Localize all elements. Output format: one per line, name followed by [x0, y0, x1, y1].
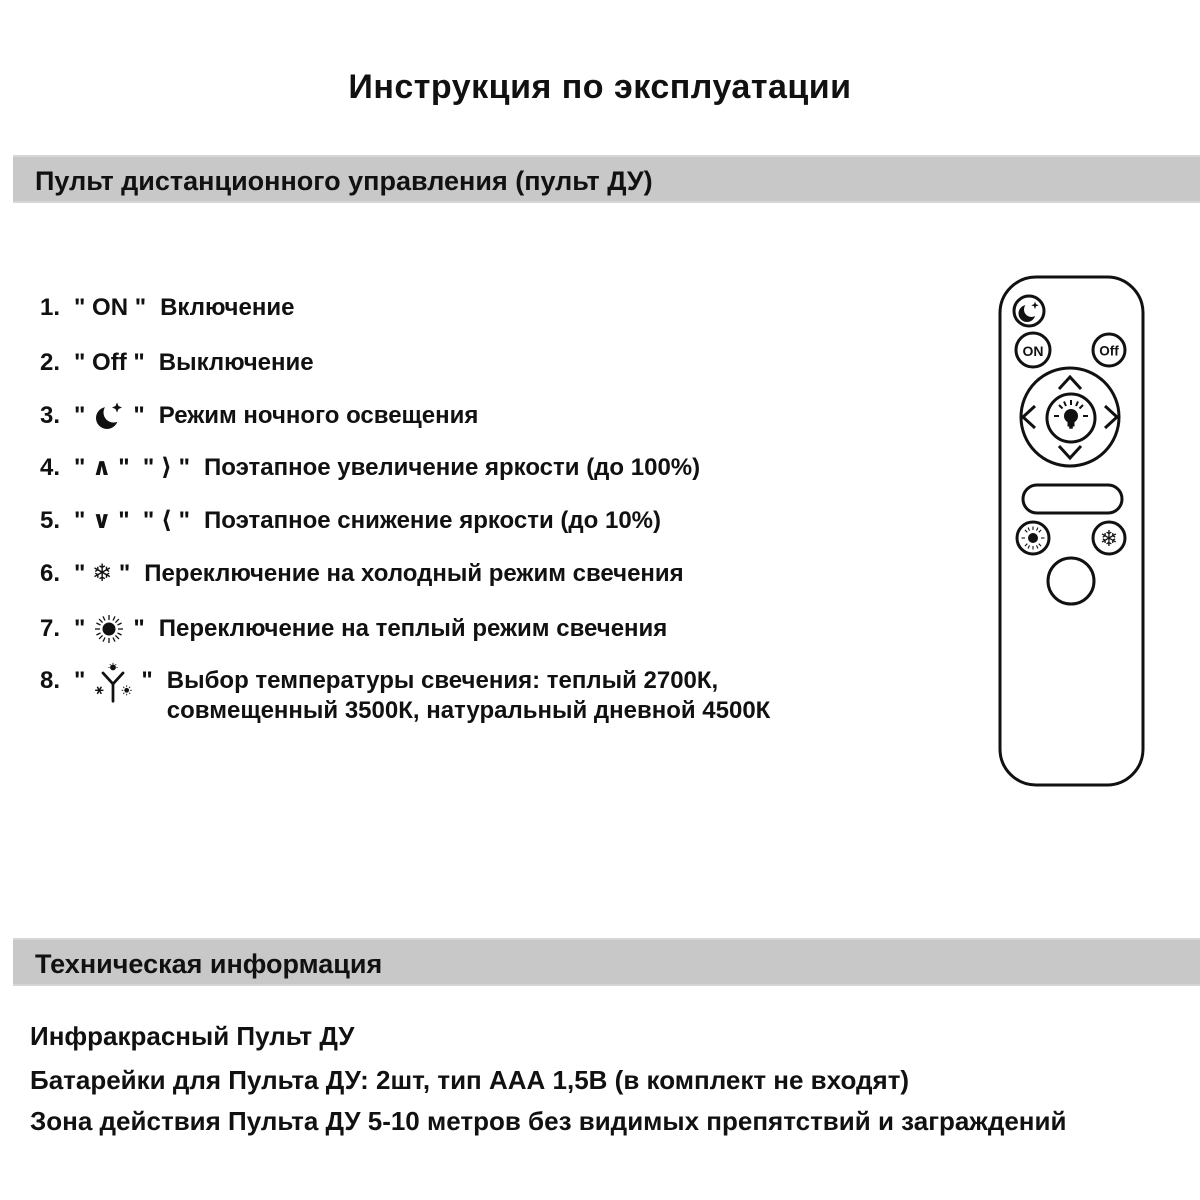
list-item-5: [40, 506, 661, 536]
item-number: 4.: [40, 454, 61, 481]
open-quote: ": [74, 615, 86, 642]
page-title: Инструкция по эксплуатации: [348, 68, 852, 106]
on-label: " ON ": [74, 294, 147, 321]
list-item-1: [40, 293, 294, 323]
cold-button: [1093, 522, 1125, 554]
item-number: 7.: [40, 615, 61, 642]
list-item-6: [40, 559, 684, 589]
item-number: 6.: [40, 560, 61, 587]
down-chevron-and-left-chevron: " ∨ " " ⟨ ": [74, 507, 190, 534]
list-item-7: [40, 612, 667, 646]
night-mode-button: [1014, 296, 1044, 326]
item-number: 2.: [40, 349, 61, 376]
tech-info-line: Инфракрасный Пульт ДУ: [30, 1021, 355, 1051]
warm-button: [1017, 522, 1049, 554]
item-text: Переключение на теплый режим свечения: [158, 615, 668, 642]
on-button: [1016, 333, 1050, 367]
close-quote: ": [133, 615, 145, 642]
item-text: Переключение на холодный режим свечения: [144, 560, 684, 587]
item-text-line1: Выбор температуры свечения: теплый 2700К,: [166, 667, 719, 694]
remote-illustration: [991, 272, 1151, 794]
round-button: [1048, 558, 1094, 604]
off-label: " Off ": [74, 349, 145, 376]
item-text-line2: совмещенный 3500К, натуральный дневной 4500К: [166, 697, 771, 724]
item-text: Включение: [160, 294, 295, 321]
item-number: 3.: [40, 402, 61, 429]
snowflake-icon: " ❄ ": [74, 560, 131, 587]
close-quote: ": [133, 402, 145, 429]
close-quote: ": [141, 667, 153, 694]
open-quote: ": [74, 667, 86, 694]
open-quote: ": [74, 402, 86, 429]
item-number: 8.: [40, 667, 61, 694]
item-text: Выключение: [158, 349, 314, 376]
temperature-select-icon: [92, 661, 134, 705]
tech-info-line: Батарейки для Пульта ДУ: 2шт, тип ААА 1,5В (в комплект не входят): [30, 1065, 910, 1095]
list-item-3: [40, 399, 478, 433]
item-text: Режим ночного освещения: [158, 402, 479, 429]
item-number: 5.: [40, 507, 61, 534]
tech-info-line: Зона действия Пульта ДУ 5-10 метров без видимых препятствий и заграждений: [30, 1106, 1067, 1136]
item-text: [167, 666, 771, 726]
section-header-remote: Пульт дистанционного управления (пульт ДУ): [13, 155, 1200, 203]
item-text: Поэтапное снижение яркости (до 10%): [203, 507, 662, 534]
up-chevron-and-right-chevron: " ∧ " " ⟩ ": [74, 454, 190, 481]
item-number: 1.: [40, 294, 61, 321]
off-button: [1093, 334, 1125, 366]
snowflake-icon: ❄: [1099, 527, 1119, 552]
list-item-4: [40, 453, 700, 483]
warm-mode-icon: [92, 612, 126, 646]
svg-text:Off: Off: [1099, 343, 1119, 359]
pill-button: [1023, 485, 1122, 513]
item-text: Поэтапное увеличение яркости (до 100%): [203, 454, 701, 481]
svg-text:ON: ON: [1022, 343, 1044, 359]
list-item-8: [40, 666, 770, 726]
section-header-tech: Техническая информация: [13, 938, 1200, 986]
list-item-2: [40, 348, 314, 378]
brightness-dpad: [1021, 368, 1119, 466]
moon-icon: [92, 399, 126, 433]
